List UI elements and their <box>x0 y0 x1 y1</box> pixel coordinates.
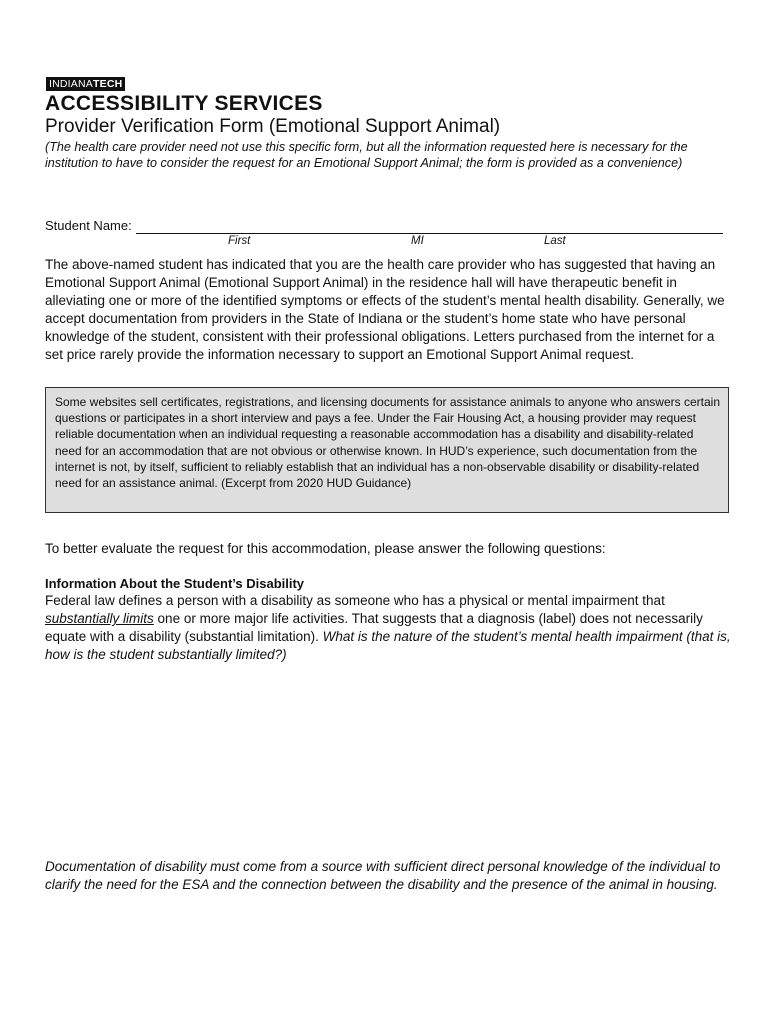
impairment-question: What is the nature of the student’s mental health impairment (that is, how is the student substantially limited?) <box>45 629 731 662</box>
first-name-caption: First <box>228 235 251 247</box>
documentation-note: Documentation of disability must come from a source with sufficient direct personal knowledge of the individual to clarify the need for the ESA and the connection between the disability and the presence of the animal in housing. <box>45 859 721 892</box>
definition-text-start: Federal law defines a person with a disability as someone who has a physical or mental impairment that <box>45 593 665 608</box>
student-name-field[interactable] <box>45 218 725 234</box>
hud-guidance-text: Some websites sell certificates, registrations, and licensing documents for assistance animals to anyone who answers certain questions or participates in a short interview and pays a fee. Under the Fair Housing Act, a housing provider may request reliable documentation when an individual requesting a reasonable accommodation has a disability and disability-related need for an accommodation that are not obvious or otherwise known. In HUD’s experience, such documentation from the internet is not, by itself, sufficient to reliably establish that an individual has a non-observable disability or disability-related need for an assistance animal. (Excerpt from 2020 HUD Guidance) <box>55 395 720 491</box>
substantially-limits-term: substantially limits <box>45 611 154 626</box>
last-name-caption: Last <box>544 235 566 247</box>
hud-guidance-excerpt <box>45 387 729 513</box>
form-title: Provider Verification Form (Emotional Support Animal) <box>45 116 501 137</box>
indiana-tech-logo <box>46 77 125 91</box>
disability-section-heading: Information About the Student’s Disability <box>45 576 305 591</box>
student-name-blank[interactable] <box>136 221 723 234</box>
middle-initial-caption: MI <box>411 235 424 247</box>
definition-text-end: one or more major life activities. That suggests that a diagnosis (label) does not necessarily equate with a disability (substantial limitation). <box>45 611 703 644</box>
logo-part-indiana: INDIANA <box>49 78 93 90</box>
department-heading: ACCESSIBILITY SERVICES <box>45 92 323 115</box>
logo-part-tech: TECH <box>93 78 123 90</box>
disability-definition-paragraph <box>45 592 735 664</box>
questions-intro: To better evaluate the request for this accommodation, please answer the following questions: <box>45 541 606 556</box>
intro-note: (The health care provider need not use this specific form, but all the information requested here is necessary for the institution to have to consider the request for an Emotional Support Animal; the form is provided as a convenience) <box>45 140 688 170</box>
explanation-paragraph: The above-named student has indicated that you are the health care provider who has suggested that having an Emotional Support Animal (Emotional Support Animal) in the residence hall will have therapeutic benefit in alleviating one or more of the identified symptoms or effects of the student’s mental health disability. Generally, we accept documentation from providers in the State of Indiana or the student’s home state who have personal knowledge of the student, consistent with their professional obligations. Letters purchased from the internet for a set price rarely provide the information necessary to support an Emotional Support Animal request. <box>45 257 725 362</box>
student-name-label: Student Name: <box>45 218 132 233</box>
